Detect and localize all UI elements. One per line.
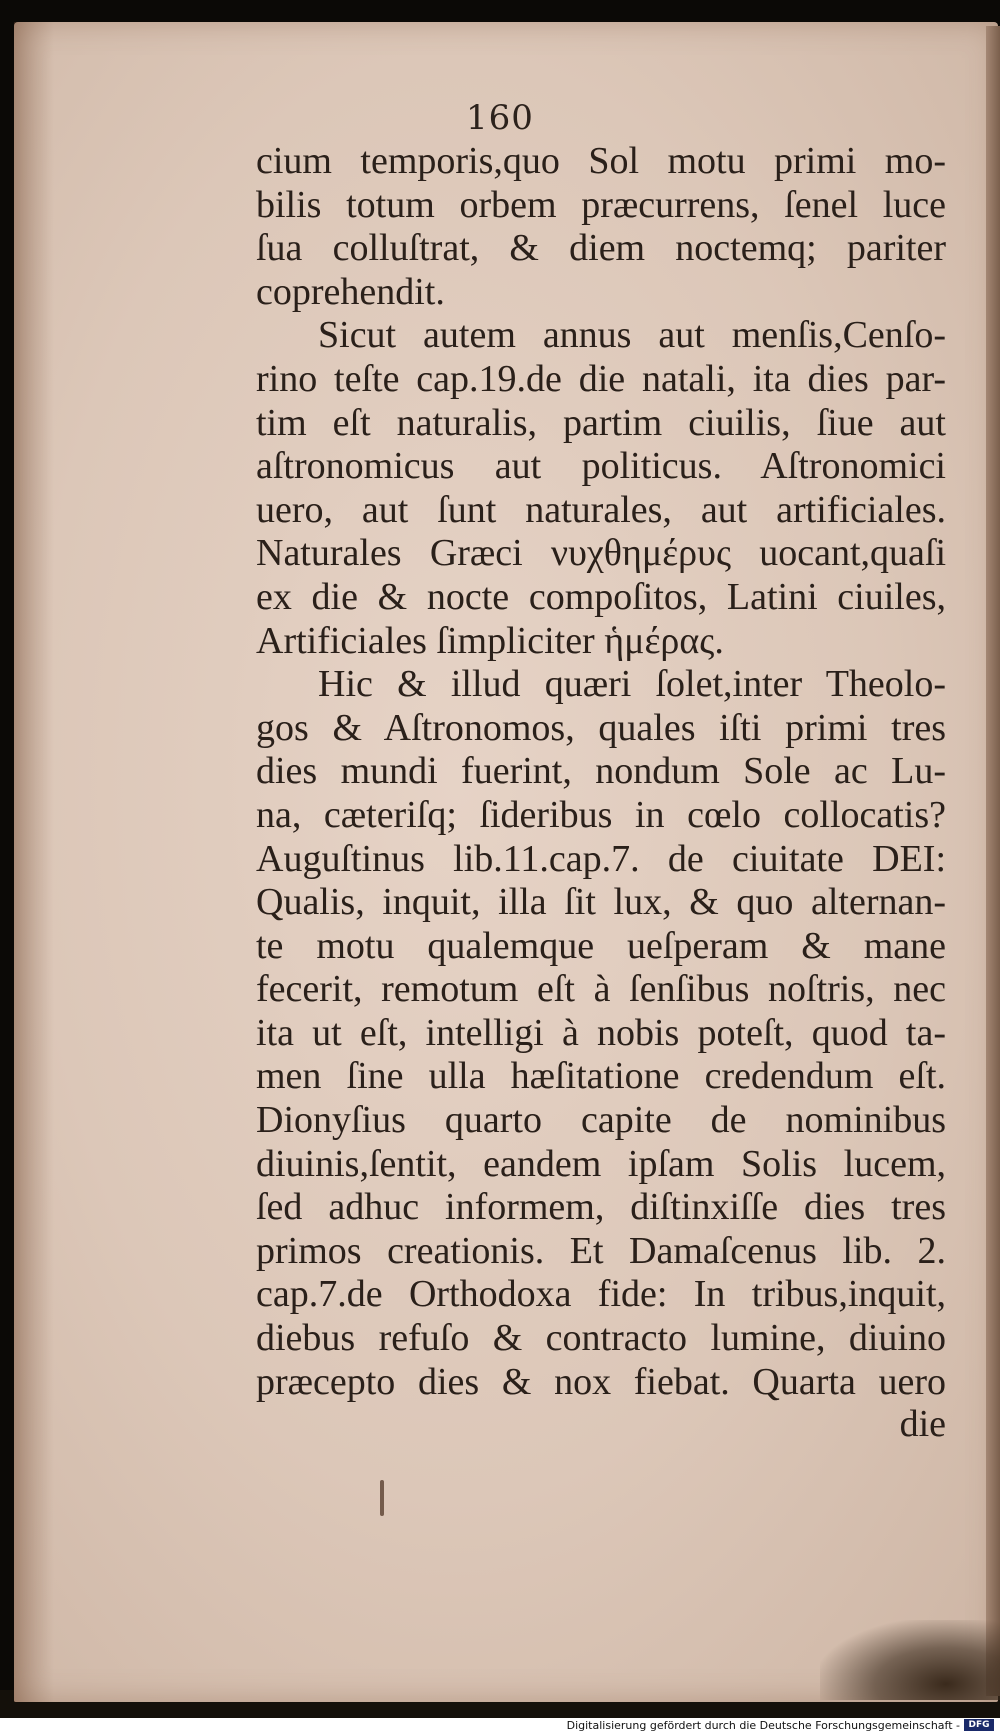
- text-line: ex die & nocte compoſitos, Latini ciuiles,: [256, 575, 946, 618]
- text-line: diebus refuſo & contracto lumine, diuino: [256, 1317, 946, 1360]
- text-line: coprehendit.: [256, 270, 445, 313]
- page-edge: [986, 26, 1000, 1696]
- ink-mark: [380, 1480, 384, 1516]
- text-line: tim eſt naturalis, partim ciuilis, ſiue aut: [256, 401, 946, 444]
- text-line: cium temporis,quo Sol motu primi mo-: [256, 140, 946, 182]
- text-line: dies mundi fuerint, nondum Sole ac Lu-: [256, 750, 946, 793]
- text-line: ita ut eſt, intelligi à nobis poteſt, quod ta-: [256, 1011, 946, 1054]
- text-line: Artificiales ſimpliciter ἡμέρας.: [256, 619, 724, 662]
- text-line: na, cæteriſq; ſideribus in cœlo collocatis?: [256, 793, 946, 836]
- text-line: Naturales Græci νυχθημέρυς uocant,quaſi: [256, 532, 946, 575]
- text-line: bilis totum orbem præcurrens, ſenel luce: [256, 183, 946, 226]
- text-line: Hic & illud quæri ſolet,inter Theolo-: [318, 663, 946, 706]
- text-line: ſua colluſtrat, & diem noctemq; pariter: [256, 227, 946, 270]
- text-line: te motu qualemque ueſperam & mane: [256, 924, 946, 967]
- catchword: die: [899, 1403, 946, 1445]
- text-line: Dionyſius quarto capite de nominibus: [256, 1099, 946, 1142]
- text-line: præcepto dies & nox fiebat. Quarta uero: [256, 1360, 946, 1403]
- dfg-logo: DFG: [964, 1719, 994, 1731]
- page-number: 160: [466, 98, 534, 138]
- funding-credit: Digitalisierung gefördert durch die Deutsche Forschungsgemeinschaft -: [566, 1719, 960, 1732]
- gutter-shadow: [14, 22, 54, 1702]
- text-line: primos creationis. Et Damaſcenus lib. 2.: [256, 1229, 946, 1272]
- text-line: gos & Aſtronomos, quales iſti primi tres: [256, 706, 946, 749]
- body-text: [256, 140, 946, 1404]
- text-line: diuinis,ſentit, eandem ipſam Solis lucem,: [256, 1142, 946, 1185]
- text-line: ſed adhuc informem, diſtinxiſſe dies tres: [256, 1186, 946, 1229]
- text-line: men ſine ulla hæſitatione credendum eſt.: [256, 1055, 946, 1098]
- text-line: uero, aut ſunt naturales, aut artificiales.: [256, 488, 946, 531]
- text-line: Auguſtinus lib.11.cap.7. de ciuitate DEI:: [256, 837, 946, 880]
- corner-stain: [820, 1620, 1000, 1700]
- text-line: Qualis, inquit, illa ſit lux, & quo alternan-: [256, 881, 946, 924]
- text-line: rino teſte cap.19.de die natali, ita dies par-: [256, 357, 946, 400]
- text-line: Sicut autem annus aut menſis,Cenſo-: [318, 314, 946, 357]
- text-line: cap.7.de Orthodoxa fide: In tribus,inquit,: [256, 1273, 946, 1316]
- text-line: aſtronomicus aut politicus. Aſtronomici: [256, 445, 946, 488]
- text-line: fecerit, remotum eſt à ſenſibus noſtris, nec: [256, 968, 946, 1011]
